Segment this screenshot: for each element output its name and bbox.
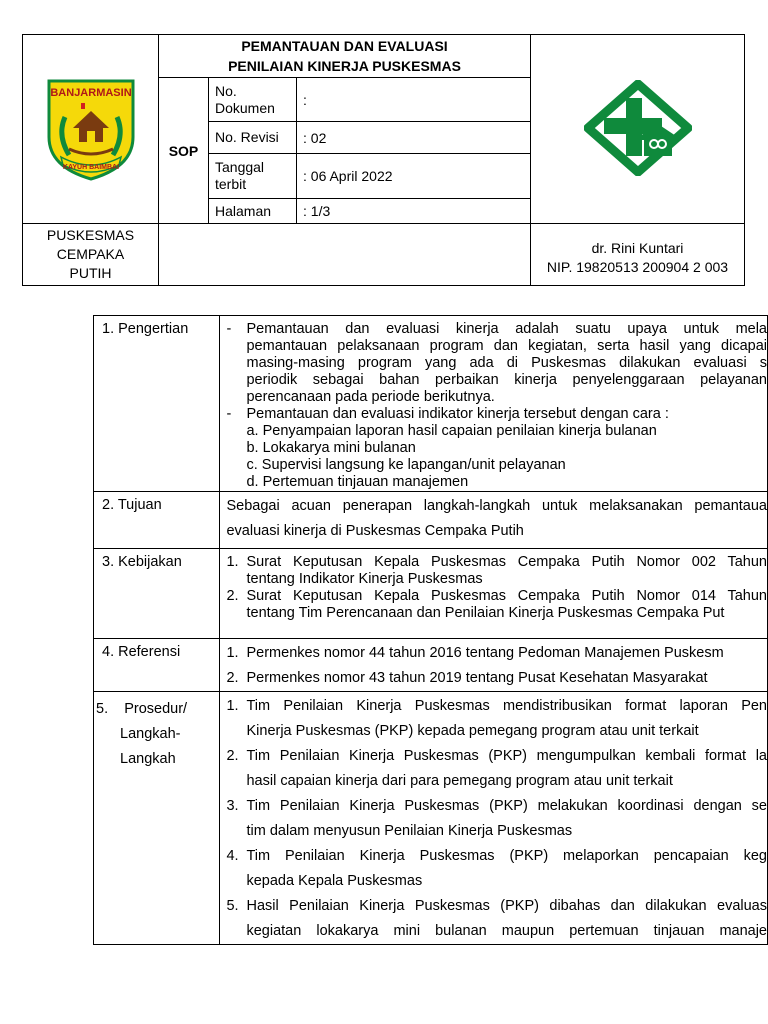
content-line bbox=[226, 355, 767, 372]
line-text: kepada Kepala Puskesmas bbox=[246, 873, 423, 889]
line-text: Surat Keputusan Kepala Puskesmas Cempaka Putih Nomor 014 Tahun bbox=[246, 588, 767, 604]
content-line bbox=[226, 605, 767, 622]
section-heading: 2. Tujuan bbox=[94, 492, 220, 549]
line-text: Tim Penilaian Kinerja Puskesmas (PKP) melaporkan pencapaian keg bbox=[246, 848, 767, 864]
line-text: hasil capaian kinerja dari para pemegang program atau unit terkait bbox=[246, 773, 673, 789]
line-marker: 3. bbox=[226, 798, 239, 814]
line-marker: 1. bbox=[226, 698, 239, 714]
signature-block bbox=[531, 224, 745, 286]
logo-text-bottom: KAYUH BAIMBAI bbox=[62, 163, 119, 171]
content-line bbox=[226, 457, 767, 474]
content-line bbox=[226, 769, 767, 794]
line-text: pemantauan pelaksanaan program dan kegiatan, serta hasil yang dicapai bbox=[246, 338, 767, 354]
section-content bbox=[220, 316, 768, 492]
line-text: Tim Penilaian Kinerja Puskesmas (PKP) melakukan koordinasi dengan se bbox=[246, 798, 767, 814]
content-line bbox=[226, 919, 767, 944]
field-value-halaman: : 1/3 bbox=[297, 199, 531, 224]
content-line bbox=[226, 794, 767, 819]
content-line bbox=[226, 389, 767, 406]
line-text: Sebagai acuan penerapan langkah-langkah untuk melaksanakan pemantaua bbox=[226, 498, 767, 514]
line-marker: 4. bbox=[226, 848, 239, 864]
content-line bbox=[226, 844, 767, 869]
line-marker: - bbox=[226, 406, 232, 422]
line-marker bbox=[226, 355, 246, 372]
line-marker bbox=[226, 440, 246, 457]
line-text: tentang Tim Perencanaan dan Penilaian Kinerja Puskesmas Cempaka Put bbox=[246, 605, 725, 621]
section-content bbox=[220, 639, 768, 692]
section-heading: 4. Referensi bbox=[94, 639, 220, 692]
section-row bbox=[94, 549, 768, 639]
line-text: Tim Penilaian Kinerja Puskesmas (PKP) mengumpulkan kembali format la bbox=[246, 748, 767, 764]
content-line bbox=[226, 641, 767, 666]
signer-name: dr. Rini Kuntari bbox=[591, 239, 684, 256]
content-line bbox=[226, 474, 767, 491]
line-text: Pemantauan dan evaluasi indikator kinerja tersebut dengan cara : bbox=[246, 406, 669, 422]
field-value-tanggal-terbit: : 06 April 2022 bbox=[297, 154, 531, 199]
line-marker bbox=[226, 919, 246, 944]
sop-header-table bbox=[22, 34, 745, 286]
section-row bbox=[94, 316, 768, 492]
line-marker bbox=[226, 474, 246, 491]
content-line bbox=[226, 666, 767, 691]
section-content bbox=[220, 692, 768, 945]
line-marker: 5. bbox=[226, 898, 239, 914]
heading-line: 5. Prosedur/ bbox=[96, 701, 188, 717]
section-content bbox=[220, 492, 768, 549]
line-text: Hasil Penilaian Kinerja Puskesmas (PKP) dibahas dan dilakukan evaluas bbox=[246, 898, 767, 914]
content-line bbox=[226, 588, 767, 605]
field-label-tanggal-terbit: Tanggal terbit bbox=[209, 154, 297, 199]
line-text: tentang Indikator Kinerja Puskesmas bbox=[246, 571, 483, 587]
content-line bbox=[226, 321, 767, 338]
content-line bbox=[226, 440, 767, 457]
org-name-line-3: PUTIH bbox=[69, 265, 112, 281]
line-text: Surat Keputusan Kepala Puskesmas Cempaka Putih Nomor 002 Tahun bbox=[246, 554, 767, 570]
content-line bbox=[226, 869, 767, 894]
line-text: c. Supervisi langsung ke lapangan/unit pelayanan bbox=[246, 457, 566, 473]
org-name-line-2: CEMPAKA bbox=[56, 246, 125, 262]
city-logo-cell bbox=[23, 35, 159, 224]
content-line bbox=[226, 819, 767, 844]
line-text: Permenkes nomor 43 tahun 2019 tentang Pusat Kesehatan Masyarakat bbox=[246, 670, 708, 686]
line-marker bbox=[226, 338, 246, 355]
line-text: kegiatan lokakarya mini bulanan maupun pertemuan tinjauan manaje bbox=[246, 923, 767, 939]
line-text: masing-masing program yang ada di Puskesmas dilakukan evaluasi s bbox=[246, 355, 767, 371]
line-marker bbox=[226, 819, 246, 844]
section-row bbox=[94, 692, 768, 945]
line-text: perencanaan pada periode berikutnya. bbox=[246, 389, 495, 405]
section-row bbox=[94, 492, 768, 549]
puskesmas-logo bbox=[584, 80, 692, 176]
line-marker bbox=[226, 423, 246, 440]
section-heading: 1. Pengertian bbox=[94, 316, 220, 492]
line-marker bbox=[226, 571, 246, 588]
field-label-no-dokumen: No. Dokumen bbox=[209, 78, 297, 122]
line-marker: 1. bbox=[226, 645, 239, 661]
sop-content-table bbox=[93, 315, 768, 945]
org-name bbox=[23, 224, 159, 286]
content-line bbox=[226, 423, 767, 440]
content-line bbox=[226, 372, 767, 389]
content-line bbox=[226, 744, 767, 769]
line-text: periodik sebagai bahan perbaikan kinerja penyelenggaraan pelayanan bbox=[246, 372, 767, 388]
sop-label: SOP bbox=[159, 78, 209, 224]
line-text: d. Pertemuan tinjauan manajemen bbox=[246, 474, 469, 490]
line-text: Tim Penilaian Kinerja Puskesmas mendistribusikan format laporan Pen bbox=[246, 698, 767, 714]
section-content bbox=[220, 549, 768, 639]
line-marker bbox=[226, 457, 246, 474]
banjarmasin-logo bbox=[43, 73, 139, 183]
line-marker bbox=[226, 869, 246, 894]
field-value-no-dokumen: : bbox=[297, 78, 531, 122]
line-text: tim dalam menyusun Penilaian Kinerja Puskesmas bbox=[246, 823, 573, 839]
heading-line: Langkah- bbox=[120, 726, 181, 742]
logo-text-top: BANJARMASIN bbox=[49, 86, 132, 99]
line-text: Pemantauan dan evaluasi kinerja adalah suatu upaya untuk mela bbox=[246, 321, 767, 337]
content-line bbox=[226, 719, 767, 744]
line-marker bbox=[226, 719, 246, 744]
line-text: a. Penyampaian laporan hasil capaian penilaian kinerja bulanan bbox=[246, 423, 657, 439]
title-line-2: PENILAIAN KINERJA PUSKESMAS bbox=[228, 58, 461, 74]
line-marker: - bbox=[226, 321, 232, 337]
section-row bbox=[94, 639, 768, 692]
content-line bbox=[226, 338, 767, 355]
line-marker bbox=[226, 389, 246, 406]
line-marker: 1. bbox=[226, 554, 239, 570]
content-line bbox=[226, 554, 767, 571]
field-label-no-revisi: No. Revisi bbox=[209, 122, 297, 154]
line-marker bbox=[226, 769, 246, 794]
signer-nip: NIP. 19820513 200904 2 003 bbox=[546, 258, 729, 275]
document-title bbox=[159, 35, 531, 78]
line-text: evaluasi kinerja di Puskesmas Cempaka Putih bbox=[226, 523, 524, 539]
line-marker: 2. bbox=[226, 748, 239, 764]
line-marker: 2. bbox=[226, 588, 239, 604]
org-name-line-1: PUSKESMAS bbox=[46, 227, 135, 243]
empty-cell bbox=[159, 224, 531, 286]
content-line bbox=[226, 894, 767, 919]
line-marker: 2. bbox=[226, 670, 239, 686]
health-logo-cell bbox=[531, 35, 745, 224]
line-marker bbox=[226, 372, 246, 389]
content-line bbox=[226, 694, 767, 719]
content-line bbox=[226, 571, 767, 588]
line-marker bbox=[226, 605, 246, 622]
line-text: Permenkes nomor 44 tahun 2016 tentang Pedoman Manajemen Puskesm bbox=[246, 645, 724, 661]
line-text: Kinerja Puskesmas (PKP) kepada pemegang program atau unit terkait bbox=[246, 723, 699, 739]
heading-line: Langkah bbox=[120, 751, 176, 767]
line-text: b. Lokakarya mini bulanan bbox=[246, 440, 416, 456]
field-label-halaman: Halaman bbox=[209, 199, 297, 224]
section-heading: 3. Kebijakan bbox=[94, 549, 220, 639]
content-line bbox=[226, 406, 767, 423]
title-line-1: PEMANTAUAN DAN EVALUASI bbox=[241, 38, 448, 54]
section-heading bbox=[94, 692, 220, 945]
field-value-no-revisi: : 02 bbox=[297, 122, 531, 154]
